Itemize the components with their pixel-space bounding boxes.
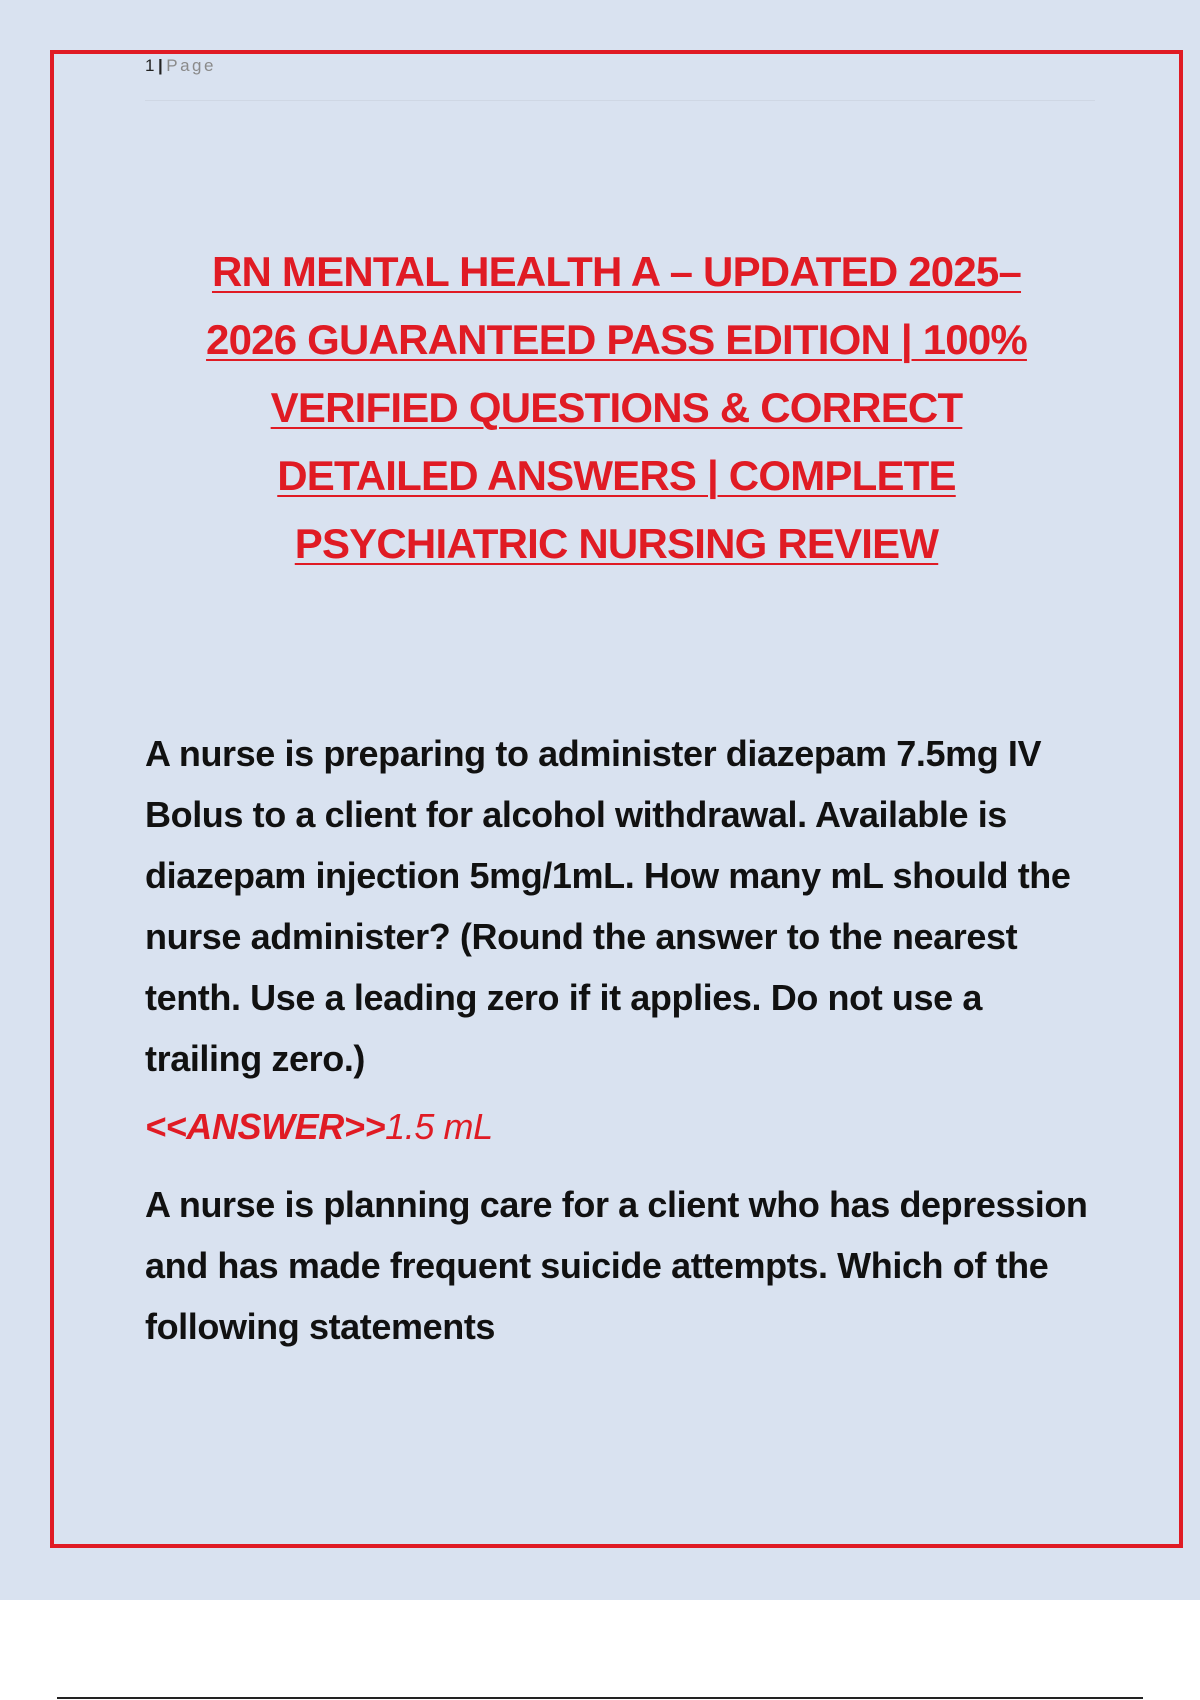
page-label: Page: [166, 56, 216, 75]
question-1-text: A nurse is preparing to administer diazepam 7.5mg IV Bolus to a client for alcohol withdrawal. Available is diazepam injection 5mg/1mL. How many mL should the nurse administer? (Round the answer to the nearest tenth. Use a leading zero if it applies. Do not use a trailing zero.): [145, 733, 1071, 1079]
title-line: RN MENTAL HEALTH A – UPDATED 2025–: [211, 248, 1022, 295]
question-1-answer: [145, 1102, 493, 1152]
page-header: [145, 56, 216, 76]
header-divider: [145, 100, 1095, 101]
answer-label: <<ANSWER>>: [145, 1106, 386, 1147]
title-line: PSYCHIATRIC NURSING REVIEW: [294, 520, 939, 567]
page-number-separator: |: [157, 56, 164, 75]
title-line: 2026 GUARANTEED PASS EDITION | 100%: [206, 316, 1027, 363]
title-line: VERIFIED QUESTIONS & CORRECT: [270, 384, 963, 431]
footer-divider: [57, 1697, 1143, 1699]
page-number: 1: [145, 56, 155, 75]
answer-value: 1.5 mL: [385, 1106, 493, 1147]
title-line: DETAILED ANSWERS | COMPLETE: [277, 452, 956, 499]
question-2-text: A nurse is planning care for a client who has depression and has made frequent suicide attempts. Which of the following statements: [145, 1184, 1088, 1347]
document-title: [100, 238, 1133, 578]
